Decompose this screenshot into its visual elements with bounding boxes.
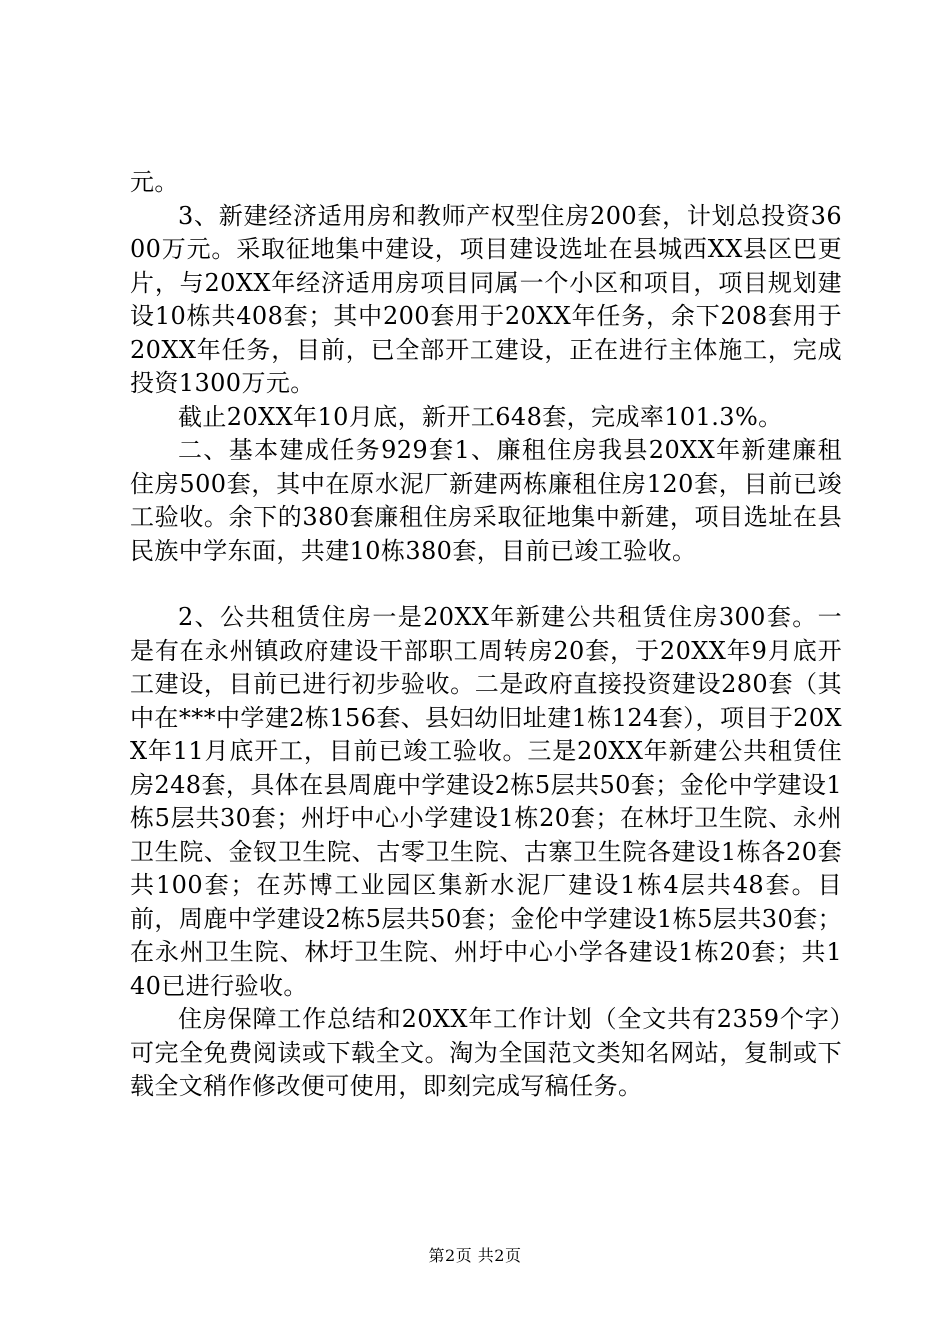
- page-number-footer: 第2页 共2页: [428, 1246, 522, 1265]
- paragraph-item-3: 3、新建经济适用房和教师产权型住房200套，计划总投资3600万元。采取征地集中建设，项目建设选址在县城西XX县区巴更片，与20XX年经济适用房项目同属一个小区和项目，项目规划建设10栋共408套；其中200套用于20XX年任务，余下208套用于20XX年任务，目前，已全部开工建设，正在进行主体施工，完成投资1300万元。: [130, 201, 842, 397]
- paragraph-download-note: 住房保障工作总结和20XX年工作计划（全文共有2359个字）可完全免费阅读或下载全文。淘为全国范文类知名网站，复制或下载全文稍作修改便可使用，即刻完成写稿任务。: [130, 1005, 842, 1100]
- paragraph-summary-new-starts: 截止20XX年10月底，新开工648套，完成率101.3%。: [178, 402, 783, 431]
- paragraph-public-rental: 2、公共租赁住房一是20XX年新建公共租赁住房300套。一是有在永州镇政府建设干部职工周转房20套，于20XX年9月底开工建设，目前已进行初步验收。二是政府直接投资建设280套（其中在***中学建2栋156套、县妇幼旧址建1栋124套），项目于20XX年11月底开工，目前已竣工验收。三是20XX年新建公共租赁住房248套，具体在县周鹿中学建设2栋5层共50套；金伦中学建设1栋5层共30套；州圩中心小学建设1栋20套；在林圩卫生院、永州卫生院、金钗卫生院、古零卫生院、古寨卫生院各建设1栋各20套共100套；在苏博工业园区集新水泥厂建设1栋4层共48套。目前，周鹿中学建设2栋5层共50套；金伦中学建设1栋5层共30套；在永州卫生院、林圩卫生院、州圩中心小学各建设1栋20套；共140已进行验收。: [130, 603, 842, 1000]
- paragraph-continuation: 元。: [130, 168, 179, 196]
- document-body: [130, 166, 842, 1104]
- paragraph-section-2: 二、基本建成任务929套1、廉租住房我县20XX年新建廉租住房500套，其中在原水泥厂新建两栋廉租住房120套，目前已竣工验收。余下的380套廉租住房采取征地集中新建，项目选址在县民族中学东面，共建10栋380套，目前已竣工验收。: [130, 436, 842, 565]
